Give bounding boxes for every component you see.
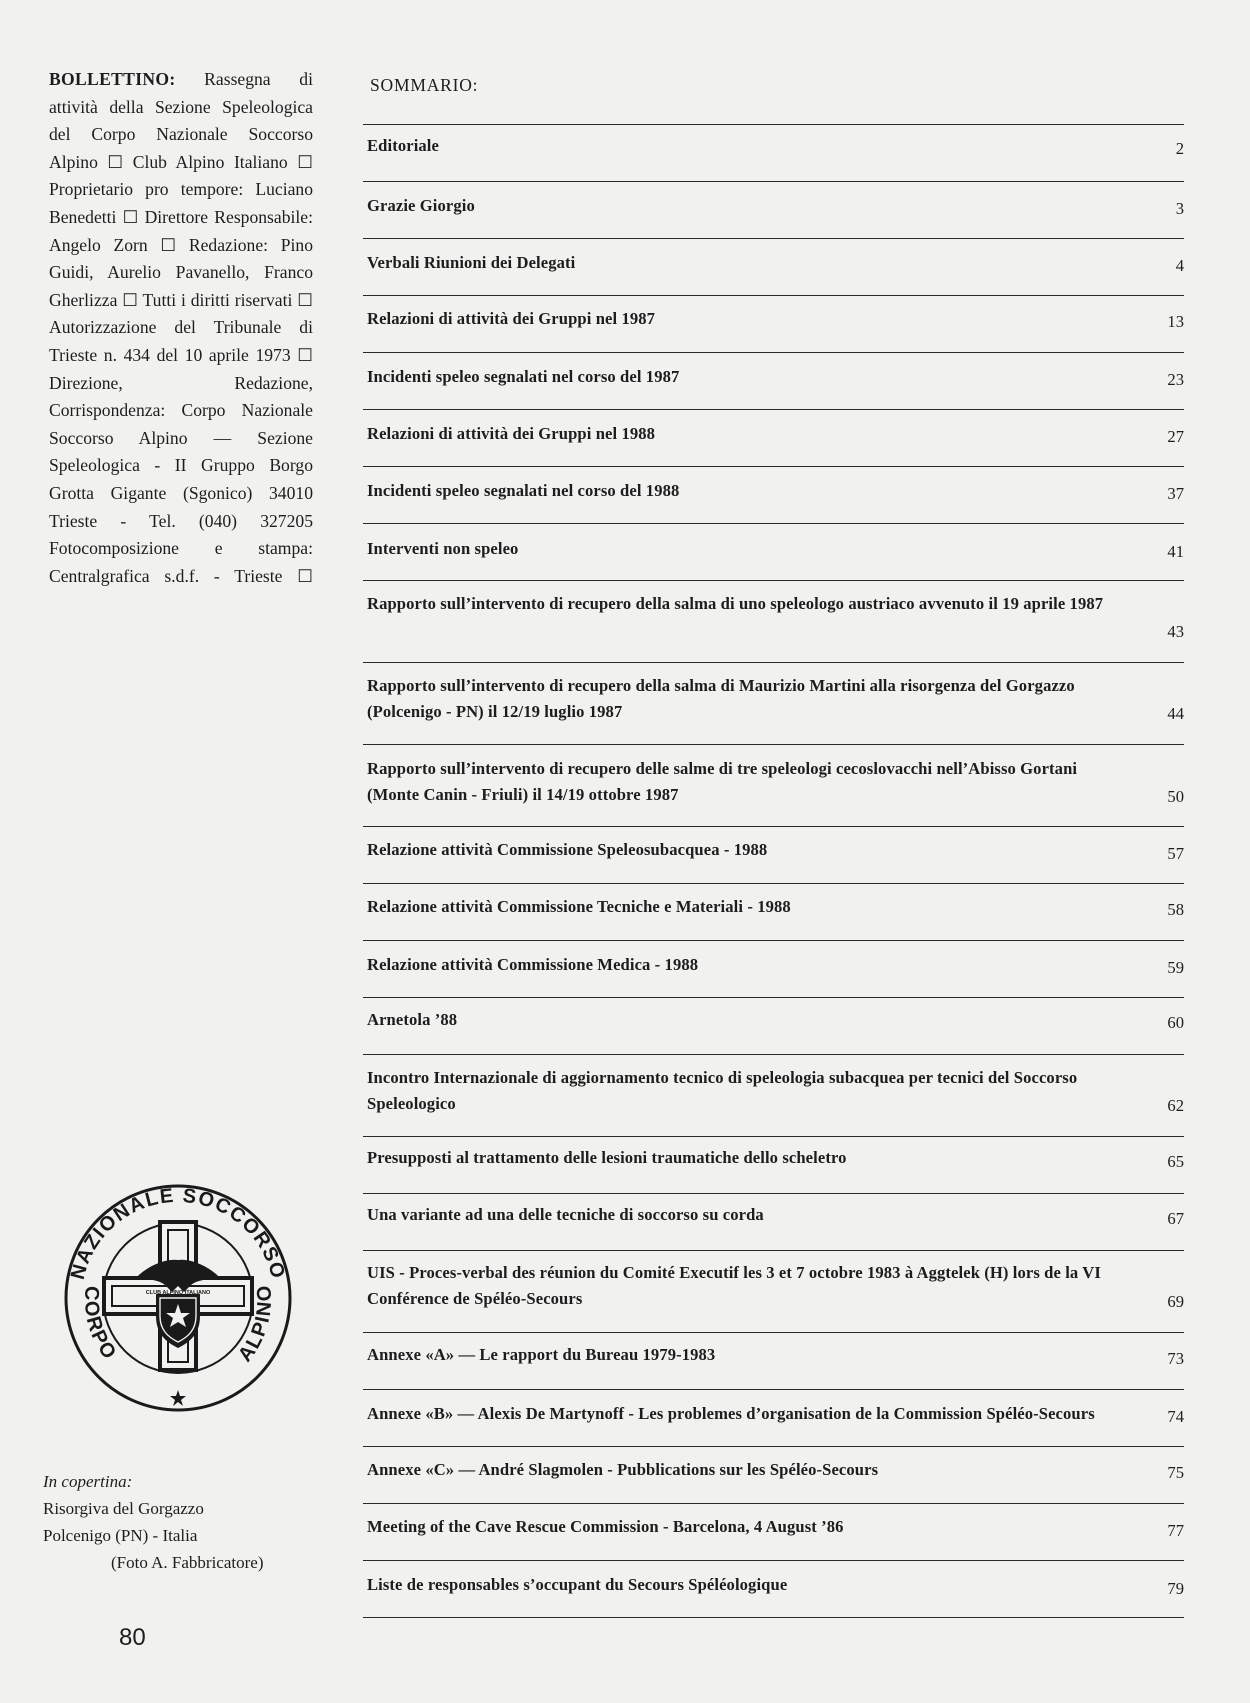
toc-entry-page: 27 [1167,427,1184,446]
toc-entry-page: 4 [1175,256,1184,275]
page-number: 80 [119,1624,146,1651]
toc-entry [363,1389,1184,1446]
toc-entry-title: Relazione attività Commissione Tecniche e Materiali - 1988 [367,897,791,916]
toc-entry-title: Liste de responsables s’occupant du Secours Spéléologique [367,1575,788,1594]
toc-entry [363,1446,1184,1503]
toc-entry-title: Una variante ad una delle tecniche di soccorso su corda [367,1205,764,1224]
toc-bottom-rule [363,1617,1184,1618]
toc-entry [363,1136,1184,1193]
toc-entry [363,124,1184,181]
toc-entry-page: 23 [1167,370,1184,389]
toc-entry-title: Relazione attività Commissione Speleosubacquea - 1988 [367,840,768,859]
toc-entry-page: 13 [1167,312,1184,331]
toc-entry [363,1332,1184,1389]
toc-entry-page: 2 [1175,139,1184,158]
photo-credit: (Foto A. Fabbricatore) [111,1553,264,1572]
toc-entry [363,580,1184,662]
toc-entry-page: 43 [1167,622,1184,641]
toc-entry-title: Incidenti speleo segnalati nel corso del 1988 [367,481,680,500]
toc-entry [363,940,1184,997]
toc-entry-title: Rapporto sull’intervento di recupero della salma di uno speleologo austriaco avvenuto il 19 aprile 1987 [367,594,1104,613]
colophon [49,66,313,590]
toc-entry [363,1054,1184,1136]
toc-entry-title: Annexe «A» — Le rapport du Bureau 1979-1983 [367,1345,716,1364]
toc-entry-page: 50 [1167,787,1184,806]
toc-entry [363,409,1184,466]
cover-caption: In copertina: [43,1472,133,1491]
toc-entry-title: Arnetola ’88 [367,1010,458,1029]
emblem-ring-text-top: NAZIONALE SOCCORSO [66,1184,290,1282]
toc-entry-page: 44 [1167,704,1184,723]
toc-entry-page: 57 [1167,844,1184,863]
colophon-lead: BOLLETTINO: [49,69,176,89]
toc-entry-page: 58 [1167,900,1184,919]
toc-entry-title: Annexe «B» — Alexis De Martynoff - Les problemes d’organisation de la Commission Spéléo-Secours [367,1404,1095,1423]
toc-entry [363,1250,1184,1332]
star-icon [170,1390,186,1406]
toc-entry [363,352,1184,409]
toc-entry [363,295,1184,352]
toc-entry-title: UIS - Proces-verbal des réunion du Comité Executif les 3 et 7 octobre 1983 à Aggtelek (H) lors de la VI Conférence de Spéléo-Secours [367,1263,1101,1308]
toc-entry-title: Relazioni di attività dei Gruppi nel 1987 [367,309,656,328]
toc-entry [363,238,1184,295]
emblem-center-text: CLUB ALPINO ITALIANO [145,1290,211,1296]
toc-entry-title: Incidenti speleo segnalati nel corso del 1987 [367,367,680,386]
emblem-ring-text-right: ALPINO [234,1283,277,1366]
toc-entry [363,1503,1184,1560]
toc-entry [363,883,1184,940]
toc-entry-page: 74 [1167,1407,1184,1426]
cover-line-2: Polcenigo (PN) - Italia [43,1526,198,1545]
toc-entry-title: Rapporto sull’intervento di recupero delle salme di tre speleologi cecoslovacchi nell’Abisso Gortani (Monte Canin - Friuli) il 14/19 ottobre 1987 [367,759,1078,804]
emblem-ring-text-left: CORPO [79,1285,121,1365]
colophon-text: Rassegna di attività della Sezione Speleologica del Corpo Nazionale Soccorso Alpino ☐ Club Alpino Italiano ☐ Proprietario pro tempore: Luciano Benedetti ☐ Direttore Responsabile: Angelo Zorn ☐ Redazione: Pino Guidi, Aurelio Pavanello, Franco Gherlizza ☐ Tutti i diritti riservati ☐ Autorizzazione del Tribunale di Trieste n. 434 del 10 aprile 1973 ☐ Direzione, Redazione, Corrispondenza: Corpo Nazionale Soccorso Alpino — Sezione Speleologica - II Gruppo Borgo Grotta Gigante (Sgonico) 34010 Trieste - Tel. (040) 327205 Fotocomposizione e stampa: Centralgrafica s.d.f. - Trieste ☐ [49,69,313,586]
toc-entry [363,466,1184,523]
toc-entry-title: Meeting of the Cave Rescue Commission - Barcelona, 4 August ’86 [367,1517,844,1536]
toc-entry-page: 60 [1167,1013,1184,1032]
toc-entry-page: 73 [1167,1349,1184,1368]
toc-entry-title: Verbali Riunioni dei Delegati [367,253,576,272]
toc-entry-page: 3 [1175,199,1184,218]
toc-entry-title: Rapporto sull’intervento di recupero della salma di Maurizio Martini alla risorgenza del Gorgazzo (Polcenigo - PN) il 12/19 luglio 1987 [367,676,1075,721]
toc-entry-title: Interventi non speleo [367,539,519,558]
toc-entry-title: Editoriale [367,136,439,155]
toc-entry-page: 69 [1167,1292,1184,1311]
toc-entry-page: 79 [1167,1579,1184,1598]
cnsa-emblem [62,1182,294,1414]
table-of-contents [363,124,1184,1618]
toc-entry-page: 62 [1167,1096,1184,1115]
toc-entry-page: 67 [1167,1209,1184,1228]
toc-title: SOMMARIO: [370,75,479,95]
toc-entry [363,1560,1184,1617]
toc-entry-title: Incontro Internazionale di aggiornamento tecnico di speleologia subacquea per tecnici del Soccorso Speleologico [367,1068,1078,1113]
cover-line-1: Risorgiva del Gorgazzo [43,1499,204,1518]
toc-entry-page: 41 [1167,542,1184,561]
toc-entry-page: 59 [1167,958,1184,977]
toc-entry-title: Annexe «C» — André Slagmolen - Pubblications sur les Spéléo-Secours [367,1460,879,1479]
toc-entry [363,1193,1184,1250]
toc-entry [363,662,1184,744]
toc-entry-page: 77 [1167,1521,1184,1540]
toc-entry-title: Relazioni di attività dei Gruppi nel 1988 [367,424,656,443]
toc-entry-title: Grazie Giorgio [367,196,475,215]
toc-entry [363,523,1184,580]
toc-entry [363,181,1184,238]
toc-entry [363,997,1184,1054]
toc-entry-page: 75 [1167,1463,1184,1482]
toc-entry-page: 65 [1167,1152,1184,1171]
toc-entry [363,826,1184,883]
cover-caption-block [43,1468,264,1576]
toc-entry-title: Presupposti al trattamento delle lesioni traumatiche dello scheletro [367,1148,847,1167]
toc-entry-page: 37 [1167,484,1184,503]
toc-entry [363,744,1184,826]
toc-entry-title: Relazione attività Commissione Medica - 1988 [367,955,699,974]
